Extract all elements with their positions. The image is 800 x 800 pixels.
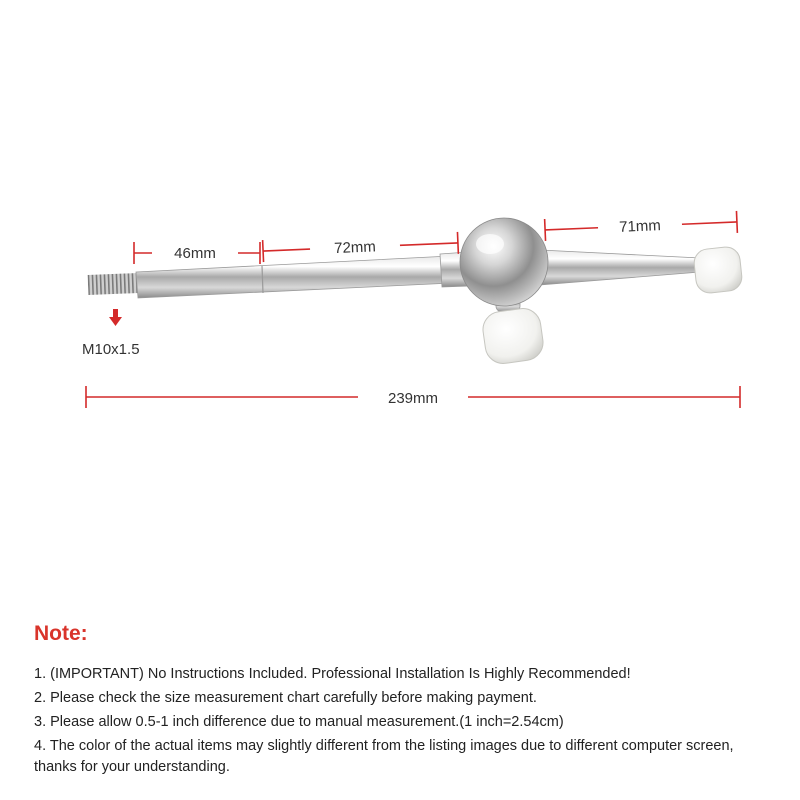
- note-section: [34, 622, 774, 781]
- dimension-label-46mm: 46mm: [174, 245, 216, 262]
- note-title: Note:: [34, 622, 88, 645]
- note-item-4: 4. The color of the actual items may slightly different from the listing images due to different computer screen, thanks for your understanding.: [34, 738, 734, 775]
- dimension-46mm: [134, 242, 260, 264]
- lower-shaft: [136, 256, 452, 298]
- note-item-3: 3. Please allow 0.5-1 inch difference due to manual measurement.(1 inch=2.54cm): [34, 714, 564, 730]
- dimension-label-72mm: 72mm: [333, 238, 377, 258]
- threaded-end: [88, 273, 139, 295]
- dimension-label-71mm: 71mm: [618, 217, 662, 236]
- down-arrow-icon: [109, 309, 122, 326]
- chrome-ball: [460, 218, 548, 306]
- end-knob: [693, 246, 743, 295]
- note-list: [34, 664, 774, 778]
- side-knob: [481, 306, 546, 366]
- dimension-71mm: [545, 211, 738, 241]
- dimension-label-239mm: 239mm: [387, 390, 439, 407]
- dimension-239mm: [86, 386, 740, 408]
- upper-shaft: [540, 250, 700, 285]
- note-item-2: 2. Please check the size measurement chart carefully before making payment.: [34, 690, 537, 706]
- note-item-1: 1. (IMPORTANT) No Instructions Included. Professional Installation Is Highly Recommended!: [34, 666, 631, 682]
- shift-lever-illustration: [88, 218, 744, 366]
- thread-spec-label: M10x1.5: [82, 341, 140, 358]
